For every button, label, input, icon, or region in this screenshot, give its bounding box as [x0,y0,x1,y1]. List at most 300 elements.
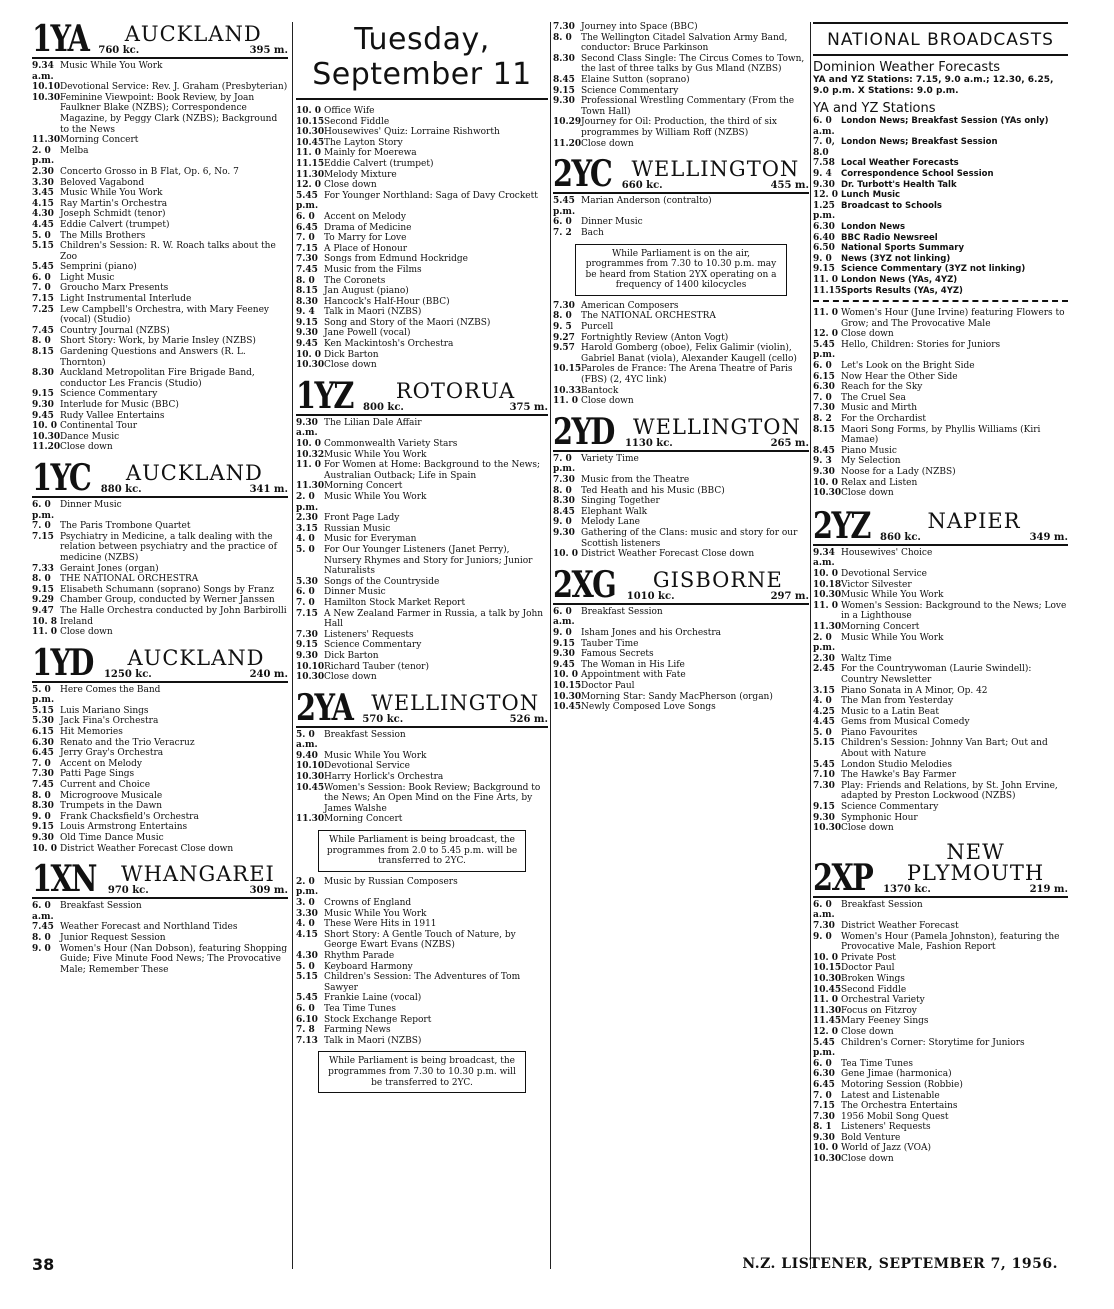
national-broadcasts [813,22,1068,499]
schedule-time: 11.30 [813,1005,842,1016]
schedule-row [296,951,548,962]
schedule-programme: Feminine Viewpoint: Book Review, by Joan Faulkner Blake (NZBS); Correspondence Magazine, by Peggy Clark (NZBS); Background to the News [60,92,278,135]
schedule-programme: Office Wife [324,106,375,116]
station-frequency [362,714,548,725]
schedule-programme: Noose for a Lady (NZBS) [841,467,956,477]
schedule-row [32,209,288,220]
schedule-time: 10.10 [296,761,325,772]
schedule-row [553,54,809,75]
schedule-programme: Journey into Space (BBC) [581,22,698,32]
schedule-row [296,609,548,630]
schedule-time: 5.15 [296,972,318,983]
schedule-time: 9.15 [32,389,54,400]
schedule-row [813,985,1068,996]
schedule-time: 5.45 [32,262,54,273]
page-title: Tuesday, September 11 [296,22,548,100]
station-kilocycles: 570 kc. [362,713,404,725]
schedule-row [813,1006,1068,1017]
schedule-time: 10.10 [32,82,61,93]
schedule-time: 10.45 [813,984,842,995]
schedule-programme: Current and Choice [60,780,151,791]
schedule-time: 8. 0 [32,574,51,585]
station-header [296,686,548,729]
schedule-programme: National Sports Summary [841,243,965,254]
schedule-programme: Tea Time Tunes [324,1003,396,1014]
schedule-programme: Psychiatry in Medicine, a talk dealing with the relation between psychiatry and the practice of medicine (NZBS) [60,531,277,563]
schedule-row [813,1059,1068,1070]
schedule-time: 10.30 [813,590,842,601]
schedule-time: 6. 0 p.m. [32,499,55,521]
station-info [626,567,809,602]
schedule-row [32,791,288,802]
schedule-programme: 1956 Mobil Song Quest [841,1111,949,1122]
schedule-time: 9. 0 [553,517,572,528]
schedule-programme: The Woman in His Life [581,659,685,670]
schedule-time: 9.57 [553,343,575,354]
schedule-programme: Mary Feeney Sings [841,1016,929,1027]
schedule-programme: Second Fiddle [841,984,907,995]
station-header [32,456,288,499]
station-city: AUCKLAND [124,22,262,46]
station-info [883,839,1068,895]
schedule-programme: Correspondence School Session [841,168,994,179]
station-frequency [108,885,288,896]
schedule-time: 2.45 [813,664,835,675]
schedule-row [553,86,809,97]
schedule-row [296,297,548,308]
schedule-programme: Close down [841,1026,894,1037]
schedule-programme: Devotional Service [841,568,927,579]
schedule-programme: Songs of the Countryside [324,576,440,587]
schedule-row [813,601,1068,622]
schedule-row [296,587,548,598]
schedule-time: 7.30 [813,780,835,791]
schedule-row [813,1112,1068,1123]
schedule-programme: Science Commentary [581,85,679,96]
schedule-programme: Junior Request Session [60,932,166,943]
schedule-time: 7.15 [296,608,318,619]
schedule-programme: Accent on Melody [324,211,406,222]
schedule-programme: Variety Time [581,453,639,464]
schedule-programme: A New Zealand Farmer in Russia, a talk by John Hall [324,608,544,630]
schedule-row [296,640,548,651]
schedule-row [813,243,1068,254]
schedule-row [553,311,809,322]
schedule-time: 6.50 [813,243,835,254]
schedule-programme: Morning Concert [324,481,403,492]
station-kilocycles: 760 kc. [98,45,140,56]
schedule-time: 11. 0 [813,995,839,1006]
schedule-row [296,244,548,255]
schedule-row [813,1101,1068,1112]
schedule-programme: Breakfast Session [581,606,663,617]
schedule-programme: Stock Exchange Report [324,1014,432,1025]
schedule-time: 3.15 [813,685,835,696]
schedule-programme: Here Comes the Band [60,684,161,695]
schedule-programme: Dance Music [60,431,120,442]
schedule-time: 7.13 [296,1035,318,1046]
schedule-row [296,265,548,276]
schedule-time: 2. 0 p.m. [813,632,836,654]
schedule-time: 8. 0 [32,932,51,943]
station-2yz [813,504,1068,834]
schedule-row [813,548,1068,569]
schedule-programme: Music to a Latin Beat [841,706,939,717]
schedule-programme: Orchestral Variety [841,995,925,1006]
station-city: AUCKLAND [125,460,263,485]
schedule-programme: London Studio Melodies [841,759,952,770]
schedule-programme: Luis Mariano Sings [60,705,149,716]
station-city: NAPIER [927,508,1021,533]
schedule-programme: Morning Concert [324,814,403,825]
schedule-time: 10. 0 [32,421,58,432]
schedule-row [553,549,809,560]
schedule-row [32,146,288,167]
schedule-row [813,664,1068,685]
schedule-programme: Gems from Musical Comedy [841,717,970,728]
schedule-programme: Ken Mackintosh's Orchestra [324,339,454,350]
schedule-programme: London News; Breakfast Session (YAs only) [841,116,1049,126]
schedule-programme: THE NATIONAL ORCHESTRA [60,574,199,585]
schedule-programme: Lew Campbell's Orchestra, with Mary Feeney (vocal) (Studio) [60,304,269,326]
schedule-row [553,217,809,228]
schedule-time: 11.15 [813,285,842,296]
schedule-row [813,264,1068,275]
schedule-time: 12. 0 [813,329,839,340]
schedule-programme: Louis Armstrong Entertains [60,822,188,833]
schedule-programme: Jan August (piano) [324,286,409,297]
schedule-programme: Breakfast Session [841,899,923,910]
schedule-time: 6.45 [32,748,54,759]
schedule-row [32,521,288,532]
schedule-time: 10.30 [32,431,61,442]
schedule-row [32,706,288,717]
station-info [880,508,1068,543]
schedule-row [813,393,1068,404]
schedule-programme: The Mills Brothers [60,230,146,241]
schedule-time: 9. 4 [813,168,832,179]
schedule-programme: Light Music [60,272,115,283]
schedule-time: 10.10 [296,661,325,672]
schedule-programme: Patti Page Sings [60,769,135,780]
schedule-time: 4.25 [813,706,835,717]
schedule-programme: Melba [60,145,89,156]
schedule-programme: Science Commentary (3YZ not linking) [841,264,1026,275]
schedule-time: 7.45 [32,922,54,933]
schedule-programme: Renato and the Trio Veracruz [60,737,195,748]
schedule-row [813,590,1068,601]
schedule-row [296,223,548,234]
schedule-time: 3.30 [296,908,318,919]
schedule-time: 5. 0 p.m. [32,684,55,706]
schedule-programme: Professional Wrestling Commentary (From the Town Hall) [581,96,795,117]
station-info [108,864,288,896]
schedule-row [296,350,548,361]
schedule-programme: Commonwealth Variety Stars [324,439,458,450]
schedule-row [813,921,1068,932]
schedule-programme: A Place of Honour [324,243,408,254]
schedule-programme: Housewives' Choice [841,547,933,558]
schedule-time: 9.15 [813,264,835,275]
schedule-time: 10.15 [813,963,842,974]
schedule-time: 1.25 p.m. [813,200,836,222]
schedule-row [32,844,288,855]
schedule-time: 9. 0 [813,931,832,942]
schedule-time: 6.30 [32,737,54,748]
schedule-row [813,963,1068,974]
schedule-time: 10.15 [296,116,325,127]
schedule-row [296,286,548,297]
schedule-row [813,686,1068,697]
station-wavelength: 309 m. [249,885,288,897]
schedule-time: 4.15 [296,929,318,940]
schedule-programme: Semprini (piano) [60,262,137,273]
schedule-time: 9.15 [553,85,575,96]
schedule-time: 4. 0 [296,919,315,930]
schedule-programme: Women's Hour (June Irvine) featuring Flowers to Grow; and The Provocative Male [841,308,1065,329]
schedule-programme: Music While You Work [841,590,944,601]
column-2 [296,22,548,1269]
schedule-programme: Women's Session: Book Review; Background to the News; An Open Mind on the Fine Arts, by James Walshe [324,782,541,814]
schedule-programme: Eddie Calvert (trumpet) [324,158,434,169]
schedule-programme: Let's Look on the Bright Side [841,361,975,372]
schedule-programme: Children's Session: The Adventures of Tom Sawyer [324,972,521,993]
schedule-programme: Paroles de France: The Arena Theatre of Paris (FBS) (2, 4YC link) [581,364,793,386]
station-kilocycles: 860 kc. [880,531,921,543]
station-city: WHANGAREI [121,862,275,887]
schedule-programme: Tauber Time [581,638,639,649]
schedule-row [32,627,288,638]
schedule-programme: Trumpets in the Dawn [60,801,163,812]
schedule-time: 9.30 [32,400,54,410]
schedule-programme: The Halle Orchestra conducted by John Barbirolli [60,605,287,616]
schedule-programme: Russian Music [324,523,391,534]
schedule-row [296,339,548,350]
schedule-row [553,702,809,713]
schedule-time: 8.30 [32,368,54,379]
schedule-time: 6. 0 [813,1058,832,1069]
schedule-row [813,569,1068,580]
schedule-programme: For Our Younger Listeners (Janet Perry), Nursery Rhymes and Story for Juniors; Junior Naturalists [324,544,533,577]
schedule-row [296,148,548,159]
schedule-row [32,685,288,706]
schedule-programme: The Wellington Citadel Salvation Army Band, conductor: Bruce Parkinson [581,32,788,54]
schedule-programme: Second Fiddle [324,116,390,127]
schedule-programme: Country Journal (NZBS) [60,325,170,336]
station-wavelength: 349 m. [1029,531,1068,543]
station-1ya [32,18,288,453]
station-kilocycles: 1010 kc. [626,590,675,602]
ya-yz-stations-title: YA and YZ Stations [813,101,936,116]
schedule-programme: Women's Hour (Pamela Johnston), featuring the Provocative Male, Fashion Report [841,931,1060,953]
schedule-row [553,75,809,86]
schedule-time: 7.25 [32,304,54,315]
schedule-programme: Close down [324,672,377,683]
schedule-programme: Bantock [581,385,619,396]
schedule-time: 10.30 [296,772,325,783]
schedule-time: 7. 0 p.m. [553,453,576,475]
schedule-programme: Music While You Work [841,632,944,643]
schedule-programme: Gardening Questions and Answers (R. L. Thornton) [60,347,246,368]
schedule-row [32,901,288,922]
schedule-row [813,488,1068,499]
schedule-row [553,454,809,475]
schedule-programme: Close down [581,396,634,407]
schedule-time: 10.30 [553,691,582,702]
schedule-time: 8. 0 [553,485,572,496]
schedule-row [813,738,1068,759]
schedule-programme: Elisabeth Schumann (soprano) Songs by Franz [60,584,275,595]
station-city: NEW PLYMOUTH [906,839,1045,885]
schedule-programme: Accent on Melody [60,758,142,769]
station-2ya-continued [553,22,809,149]
schedule-row [32,400,288,411]
station-info [362,690,548,725]
schedule-time: 10. 0 [296,349,322,360]
schedule-time: 11. 0 [813,274,839,285]
schedule-row [813,329,1068,340]
schedule-time: 4. 0 [296,534,315,545]
schedule-programme: Close down [841,823,894,834]
schedule-row [32,231,288,242]
schedule-programme: Piano Sonata in A Minor, Op. 42 [841,685,988,696]
schedule-programme: Dinner Music [60,499,122,510]
station-callsign: 2XP [813,856,873,899]
station-1yc [32,456,288,638]
schedule-time: 7. 0 [32,521,51,532]
schedule-time: 9.30 [296,328,318,339]
schedule-time: 9.30 [813,812,835,823]
schedule-programme: Close down [841,329,894,340]
schedule-row [296,772,548,783]
schedule-row [553,639,809,650]
schedule-programme: Music While You Work [324,750,427,761]
schedule-row [813,308,1068,329]
schedule-programme: Groucho Marx Presents [60,283,169,294]
schedule-programme: Richard Tauber (tenor) [324,661,429,672]
schedule-programme: Fortnightly Review (Anton Vogt) [581,332,729,343]
schedule-programme: The Man from Yesterday [841,696,954,707]
schedule-programme: Dr. Turbott's Health Talk [841,179,957,190]
schedule-programme: Light Instrumental Interlude [60,294,192,305]
schedule-row [813,1143,1068,1154]
schedule-time: 10.18 [813,579,842,590]
schedule-time: 5.15 [32,241,54,252]
schedule-time: 10.29 [553,117,582,128]
schedule-time: 11.45 [813,1016,842,1027]
schedule-time: 7. 2 [553,227,572,238]
schedule-time: 9.45 [296,339,318,350]
schedule-time: 8. 0 [553,311,572,322]
station-1yd [32,641,288,855]
schedule-time: 9. 5 [553,322,572,333]
schedule-row [813,900,1068,921]
schedule-programme: News (3YZ not linking) [841,253,951,264]
schedule-programme: Journey for Oil: Production, the third of six programmes by William Roff (NZBS) [581,117,777,138]
schedule-time: 6. 0 [813,361,832,372]
schedule-time: 7.30 [813,1111,835,1122]
schedule-row [813,654,1068,665]
schedule-programme: Science Commentary [60,389,158,400]
schedule-time: 5.45 p.m. [296,190,319,212]
schedule-programme: Children's Corner: Storytime for Juniors [841,1037,1025,1048]
schedule-programme: London News; Breakfast Session [841,137,998,148]
schedule-time: 10.32 [296,449,325,460]
schedule-time: 9. 0 [553,627,572,638]
schedule-time: 9.15 [813,802,835,813]
schedule-time: 7.10 [813,770,835,781]
schedule-time: 11.30 [813,621,842,632]
schedule-row [553,22,809,33]
schedule-row [813,446,1068,457]
station-2ya [296,686,548,1093]
schedule-programme: Ted Heath and his Music (BBC) [581,485,725,496]
schedule-programme: Listeners' Requests [324,629,414,640]
schedule-row [32,442,288,453]
station-kilocycles: 1370 kc. [883,883,931,895]
schedule-row [813,1016,1068,1027]
schedule-programme: Appointment with Fate [581,670,686,681]
station-city: WELLINGTON [371,690,540,715]
schedule-row [32,606,288,617]
schedule-programme: These Were Hits in 1911 [324,919,437,930]
schedule-time: 8.15 [813,424,835,435]
station-header [553,410,809,453]
station-header [553,563,809,606]
schedule-time: 4. 0 [813,696,832,707]
schedule-programme: Old Time Dance Music [60,833,164,843]
schedule-programme: Continental Tour [60,421,138,432]
schedule-time: 7.30 [553,300,575,311]
schedule-programme: Frank Chacksfield's Orchestra [60,811,199,822]
schedule-row [32,532,288,564]
schedule-row [296,672,548,683]
page-number: 38 [32,1255,55,1274]
schedule-time: 6.30 [813,1069,835,1080]
schedule-row [296,993,548,1004]
parliament-notice: While Parliament is being broadcast, the programmes from 7.30 to 10.30 p.m. will be transferred to 2YC. [318,1051,526,1093]
station-callsign: 1YD [32,641,93,684]
schedule-time: 5. 0 [296,544,315,555]
schedule-programme: Lunch Music [841,190,901,201]
weather-forecasts-title: Dominion Weather Forecasts [813,60,1001,75]
schedule-programme: Close down [324,360,377,371]
schedule-programme: Geraint Jones (organ) [60,563,159,574]
schedule-programme: The Coronets [324,275,386,286]
schedule-time: 7.30 [553,475,575,485]
schedule-time: 9.30 [32,833,54,843]
schedule-time: 10.30 [813,973,842,984]
column-4 [813,22,1068,1269]
schedule-time: 5.45 [296,993,318,1004]
schedule-row [296,450,548,461]
schedule-row [813,1154,1068,1165]
schedule-time: 10.45 [296,782,325,793]
station-callsign: 1YA [32,18,89,60]
schedule-row [32,769,288,780]
schedule-programme: Doctor Paul [841,963,895,974]
schedule-row [553,670,809,681]
schedule-time: 9.34 a.m. [32,61,54,82]
station-callsign: 1XN [32,858,96,901]
schedule-time: 7.45 [32,780,54,791]
schedule-programme: Music by Russian Composers [324,876,458,887]
schedule-row [296,212,548,223]
schedule-time: 3.15 [296,523,318,534]
schedule-time: 9.27 [553,332,575,343]
schedule-row [813,201,1068,222]
schedule-time: 11.30 [32,135,61,146]
